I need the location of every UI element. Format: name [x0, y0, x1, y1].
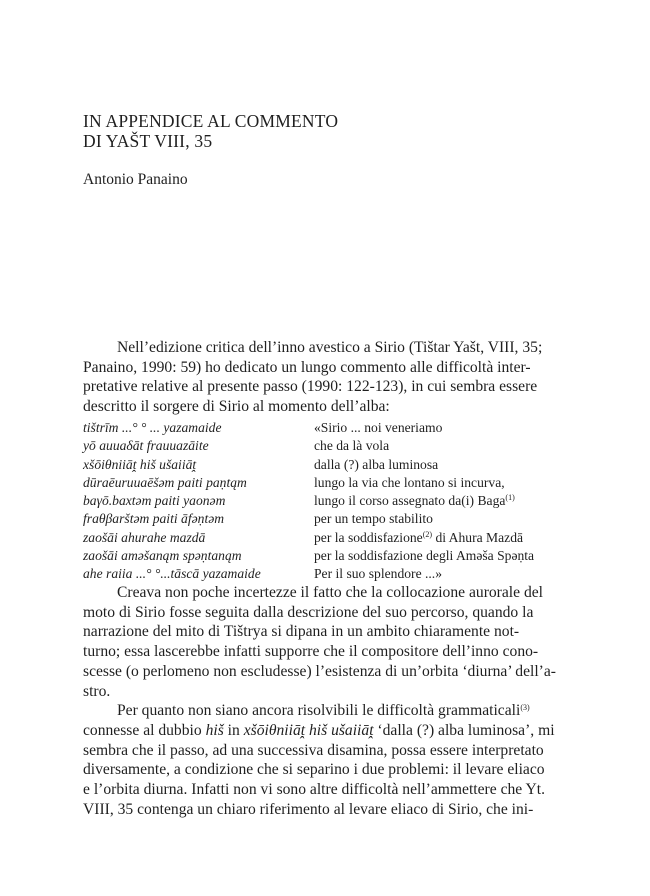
italian-translation: dalla (?) alba luminosa [314, 456, 439, 472]
verse-row [83, 419, 563, 437]
intro-line: Panaino, 1990: 59) ho dedicato un lungo commento alle difficoltà inter- [83, 358, 531, 376]
italian-translation: «Sirio ... noi veneriamo [314, 420, 443, 435]
footnote-ref: (1) [505, 493, 515, 503]
article-title [83, 111, 338, 151]
avestan-line: zaošāi aməšanąm spəṇtanąm [83, 548, 242, 564]
intro-line: pretative relative al presente passo (1990: 122-123), in cui sembra essere [83, 378, 538, 396]
avestan-line: zaošāi ahurahe mazdā [83, 529, 206, 545]
italian-translation: che da là vola [314, 438, 390, 454]
para2-line: scesse (o perlomeno non escludesse) l’esistenza di un’orbita ‘diurna’ dell’a- [83, 662, 556, 680]
avestan-line: dūraēuruuaēšəm paiti paṇtąm [83, 474, 247, 490]
verse-row [83, 474, 563, 492]
italian-translation: lungo la via che lontano si incurva, [314, 474, 505, 490]
intro-paragraph [83, 338, 558, 417]
italian-translation: Per il suo splendore ...» [314, 566, 442, 582]
avestan-line: yō auuaδāt frauuazāite [83, 438, 209, 454]
verse-row [83, 529, 563, 547]
avestan-line: fraθβarštəm paiti āfəṇtəm [83, 511, 225, 527]
para2-line: Creava non poche incertezze il fatto che la collocazione aurorale del [117, 584, 543, 601]
discussion-paragraphs [83, 583, 558, 819]
intro-line: Nell’edizione critica dell’inno avestico a Sirio (Tištar Yašt, VIII, 35; [117, 339, 543, 356]
title-line-1: IN APPENDICE AL COMMENTO [83, 111, 339, 131]
avestan-line: baγō.baxtəm paiti yaonəm [83, 493, 226, 509]
para2-line: turno; essa lascerebbe infatti supporre che il compositore dell’inno cono- [83, 643, 539, 661]
para2-line: narrazione del mito di Tištrya si dipana in un ambito chiaramente not- [83, 623, 520, 641]
footnote-ref: (3) [520, 703, 530, 713]
para3-line: sembra che il passo, ad una successiva disamina, possa essere interpretato [83, 741, 544, 759]
verse-row [83, 456, 563, 474]
italian-translation: per la soddisfazione degli Aməša Spəṇta [314, 548, 535, 564]
avestan-line: xšōiθniiāṱ hiš ušaiiāṱ [83, 456, 197, 472]
verse-row [83, 510, 563, 528]
italian-translation: lungo il corso assegnato da(i) Baga$^{(1)}$ [314, 493, 515, 509]
italian-translation: per la soddisfazione$^{(2)}$ di Ahura Mazdā [314, 529, 524, 545]
footnote-ref: (2) [422, 529, 433, 539]
para3-line: Per quanto non siano ancora risolvibili le difficoltà grammaticali$^{(3)}$ [117, 702, 530, 720]
intro-line: descritto il sorgere di Sirio al momento dell’alba: [83, 398, 390, 416]
verse-block [83, 419, 563, 584]
verse-row [83, 437, 563, 455]
verse-row [83, 565, 563, 583]
para3-line: connesse al dubbio hiš in xšōiθniiāṱ hiš ušaiiāṱ ‘dalla (?) alba luminosa’, mi [83, 721, 555, 739]
italian-translation: per un tempo stabilito [314, 511, 433, 527]
para2-line: stro. [83, 682, 111, 700]
verse-row [83, 547, 563, 565]
para2-line: moto di Sirio fosse seguita dalla descrizione del suo percorso, quando la [83, 603, 534, 621]
avestan-line: ahe raiia ...° °...tāscā yazamaide [83, 566, 261, 582]
avestan-line: tištrīm ...° ° ... yazamaide [83, 420, 222, 435]
para3-line: diversamente, a condizione che si separino i due problemi: il levare eliaco [83, 761, 545, 779]
title-line-2: DI YAŠT VIII, 35 [83, 131, 213, 151]
author-name: Antonio Panaino [83, 171, 188, 188]
para3-line: e l’orbita diurna. Infatti non vi sono altre difficoltà nell’ammettere che Yt. [83, 781, 546, 799]
verse-row [83, 492, 563, 510]
para3-line: VIII, 35 contenga un chiaro riferimento al levare eliaco di Sirio, che ini- [83, 800, 534, 818]
